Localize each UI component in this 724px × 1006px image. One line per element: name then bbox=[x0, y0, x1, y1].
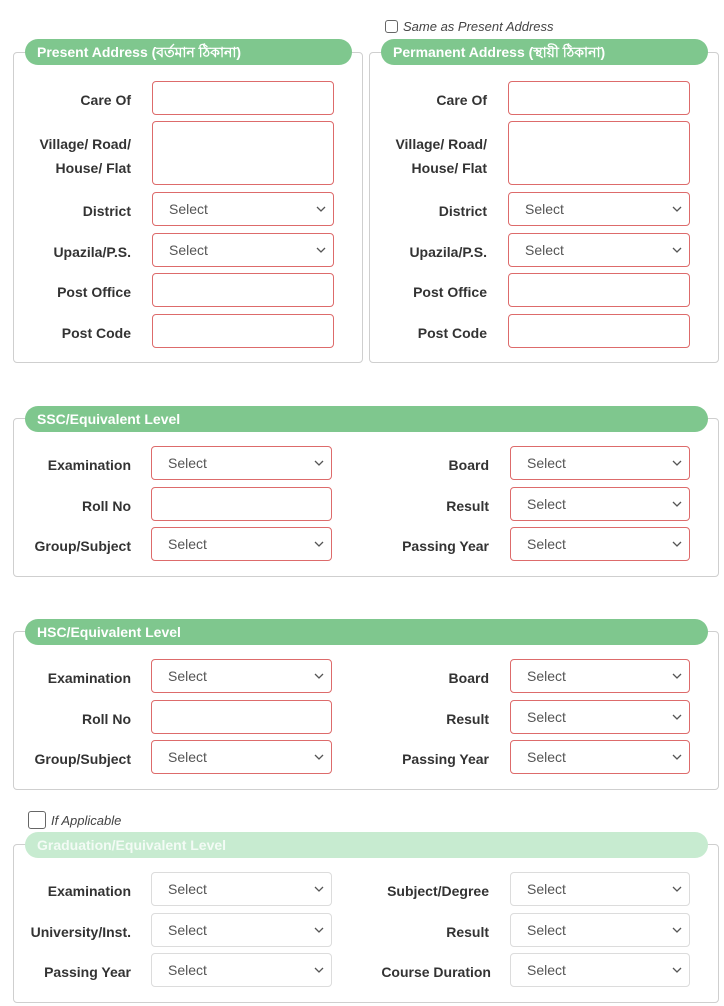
chevron-down-icon bbox=[672, 712, 682, 722]
hsc-examination-value: Select bbox=[168, 668, 207, 684]
permanent-address-title: Permanent Address (স্থায়ী ঠিকানা) bbox=[381, 39, 708, 65]
graduation-examination-label: Examination bbox=[47, 883, 131, 899]
present-post-office-input[interactable] bbox=[152, 273, 334, 307]
permanent-post-office-label: Post Office bbox=[413, 284, 487, 300]
if-applicable-label: If Applicable bbox=[51, 813, 122, 828]
graduation-examination-value: Select bbox=[168, 881, 207, 897]
ssc-group-label: Group/Subject bbox=[34, 538, 131, 554]
ssc-examination-label: Examination bbox=[47, 457, 131, 473]
graduation-subject-label: Subject/Degree bbox=[387, 883, 489, 899]
hsc-roll-no-label: Roll No bbox=[82, 711, 131, 727]
present-care-of-input[interactable] bbox=[152, 81, 334, 115]
graduation-course-duration-value: Select bbox=[527, 962, 566, 978]
hsc-roll-no-input[interactable] bbox=[151, 700, 332, 734]
hsc-board-select[interactable] bbox=[510, 659, 690, 693]
present-village-textarea[interactable] bbox=[152, 121, 334, 185]
permanent-village-textarea[interactable] bbox=[508, 121, 690, 185]
graduation-passing-year-value: Select bbox=[168, 962, 207, 978]
permanent-village-label-2: House/ Flat bbox=[411, 160, 487, 176]
permanent-upazila-label: Upazila/P.S. bbox=[409, 244, 487, 260]
chevron-down-icon bbox=[314, 458, 324, 468]
chevron-down-icon bbox=[314, 884, 324, 894]
hsc-group-select[interactable] bbox=[151, 740, 332, 774]
ssc-result-select[interactable] bbox=[510, 487, 690, 521]
hsc-passing-year-select[interactable] bbox=[510, 740, 690, 774]
chevron-down-icon bbox=[672, 925, 682, 935]
present-district-value: Select bbox=[169, 201, 208, 217]
ssc-title: SSC/Equivalent Level bbox=[25, 406, 708, 432]
chevron-down-icon bbox=[672, 884, 682, 894]
present-upazila-value: Select bbox=[169, 242, 208, 258]
chevron-down-icon bbox=[314, 752, 324, 762]
present-post-code-input[interactable] bbox=[152, 314, 334, 348]
present-post-code-label: Post Code bbox=[61, 325, 131, 341]
ssc-roll-no-input[interactable] bbox=[151, 487, 332, 521]
present-upazila-select[interactable] bbox=[152, 233, 334, 267]
hsc-result-label: Result bbox=[446, 711, 489, 727]
hsc-title: HSC/Equivalent Level bbox=[25, 619, 708, 645]
ssc-group-select[interactable] bbox=[151, 527, 332, 561]
present-village-label-2: House/ Flat bbox=[55, 160, 131, 176]
present-village-label-1: Village/ Road/ bbox=[39, 136, 131, 152]
chevron-down-icon bbox=[672, 204, 682, 214]
graduation-university-value: Select bbox=[168, 922, 207, 938]
hsc-examination-select[interactable] bbox=[151, 659, 332, 693]
ssc-passing-year-value: Select bbox=[527, 536, 566, 552]
hsc-result-select[interactable] bbox=[510, 700, 690, 734]
chevron-down-icon bbox=[314, 539, 324, 549]
permanent-district-label: District bbox=[438, 203, 487, 219]
same-as-present-checkbox[interactable] bbox=[385, 20, 398, 33]
hsc-group-value: Select bbox=[168, 749, 207, 765]
permanent-post-code-label: Post Code bbox=[417, 325, 487, 341]
graduation-course-duration-label: Course Duration bbox=[381, 964, 491, 980]
present-district-select[interactable] bbox=[152, 192, 334, 226]
permanent-post-office-input[interactable] bbox=[508, 273, 690, 307]
graduation-subject-select[interactable] bbox=[510, 872, 690, 906]
chevron-down-icon bbox=[316, 204, 326, 214]
ssc-passing-year-select[interactable] bbox=[510, 527, 690, 561]
hsc-group-label: Group/Subject bbox=[34, 751, 131, 767]
ssc-passing-year-label: Passing Year bbox=[402, 538, 489, 554]
chevron-down-icon bbox=[316, 245, 326, 255]
permanent-upazila-value: Select bbox=[525, 242, 564, 258]
permanent-care-of-label: Care Of bbox=[436, 92, 487, 108]
permanent-upazila-select[interactable] bbox=[508, 233, 690, 267]
graduation-result-select[interactable] bbox=[510, 913, 690, 947]
present-post-office-label: Post Office bbox=[57, 284, 131, 300]
graduation-examination-select[interactable] bbox=[151, 872, 332, 906]
chevron-down-icon bbox=[672, 671, 682, 681]
hsc-examination-label: Examination bbox=[47, 670, 131, 686]
hsc-board-label: Board bbox=[448, 670, 489, 686]
hsc-result-value: Select bbox=[527, 709, 566, 725]
graduation-result-value: Select bbox=[527, 922, 566, 938]
if-applicable-checkbox[interactable] bbox=[28, 811, 46, 829]
chevron-down-icon bbox=[672, 539, 682, 549]
graduation-university-select[interactable] bbox=[151, 913, 332, 947]
graduation-passing-year-select[interactable] bbox=[151, 953, 332, 987]
graduation-subject-value: Select bbox=[527, 881, 566, 897]
permanent-care-of-input[interactable] bbox=[508, 81, 690, 115]
ssc-result-label: Result bbox=[446, 498, 489, 514]
ssc-board-select[interactable] bbox=[510, 446, 690, 480]
ssc-result-value: Select bbox=[527, 496, 566, 512]
chevron-down-icon bbox=[314, 965, 324, 975]
same-as-present-label: Same as Present Address bbox=[403, 19, 554, 34]
chevron-down-icon bbox=[672, 965, 682, 975]
ssc-roll-no-label: Roll No bbox=[82, 498, 131, 514]
present-care-of-label: Care Of bbox=[80, 92, 131, 108]
hsc-passing-year-value: Select bbox=[527, 749, 566, 765]
ssc-group-value: Select bbox=[168, 536, 207, 552]
permanent-village-label-1: Village/ Road/ bbox=[395, 136, 487, 152]
ssc-board-label: Board bbox=[448, 457, 489, 473]
ssc-examination-select[interactable] bbox=[151, 446, 332, 480]
ssc-board-value: Select bbox=[527, 455, 566, 471]
permanent-district-value: Select bbox=[525, 201, 564, 217]
graduation-university-label: University/Inst. bbox=[30, 924, 131, 940]
graduation-passing-year-label: Passing Year bbox=[44, 964, 131, 980]
chevron-down-icon bbox=[672, 752, 682, 762]
chevron-down-icon bbox=[672, 245, 682, 255]
present-address-title: Present Address (বর্তমান ঠিকানা) bbox=[25, 39, 352, 65]
chevron-down-icon bbox=[314, 925, 324, 935]
graduation-course-duration-select[interactable] bbox=[510, 953, 690, 987]
ssc-examination-value: Select bbox=[168, 455, 207, 471]
permanent-district-select[interactable] bbox=[508, 192, 690, 226]
chevron-down-icon bbox=[672, 499, 682, 509]
chevron-down-icon bbox=[314, 671, 324, 681]
chevron-down-icon bbox=[672, 458, 682, 468]
graduation-result-label: Result bbox=[446, 924, 489, 940]
graduation-title: Graduation/Equivalent Level bbox=[25, 832, 708, 858]
hsc-board-value: Select bbox=[527, 668, 566, 684]
permanent-post-code-input[interactable] bbox=[508, 314, 690, 348]
present-upazila-label: Upazila/P.S. bbox=[53, 244, 131, 260]
hsc-passing-year-label: Passing Year bbox=[402, 751, 489, 767]
present-district-label: District bbox=[82, 203, 131, 219]
